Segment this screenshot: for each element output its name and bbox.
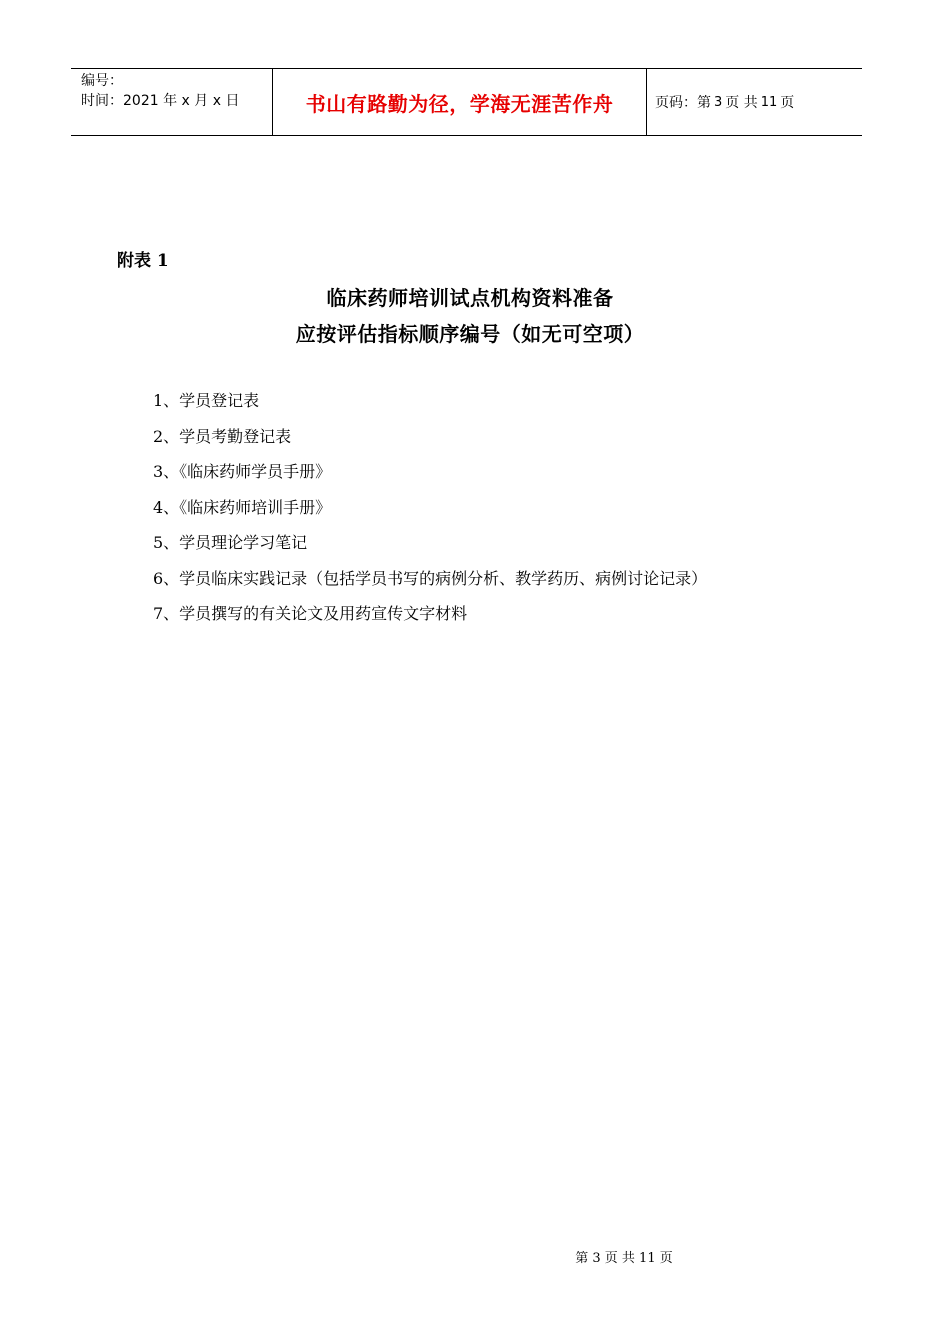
page-prefix: 页码：第 <box>655 95 711 111</box>
time-label: 时间：2021 年 x 月 x 日 <box>81 93 240 109</box>
materials-list <box>153 390 707 639</box>
list-item: 7、学员撰写的有关论文及用药宣传文字材料 <box>153 604 468 623</box>
header-page-cell <box>647 69 862 135</box>
header-table <box>71 68 862 136</box>
header-info-cell <box>71 69 273 135</box>
page-total: 11 <box>760 94 778 110</box>
number-label: 编号： <box>81 73 123 89</box>
list-item: 1、学员登记表 <box>153 391 260 410</box>
page-suffix: 页 <box>780 95 795 111</box>
footer-page-number: 第 3 页 共 11 页 <box>575 1251 673 1266</box>
page-mid: 页 共 <box>725 95 758 111</box>
document-title-line1: 临床药师培训试点机构资料准备 <box>326 286 614 310</box>
appendix-label: 附表 1 <box>117 251 169 271</box>
list-item: 6、学员临床实践记录（包括学员书写的病例分析、教学药历、病例讨论记录） <box>153 568 708 588</box>
list-item: 3、《临床药师学员手册》 <box>153 462 332 481</box>
list-item: 4、《临床药师培训手册》 <box>153 497 332 517</box>
header-motto-cell <box>273 69 647 135</box>
page-current: 3 <box>714 94 723 110</box>
list-item: 5、学员理论学习笔记 <box>153 533 308 552</box>
motto-text: 书山有路勤为径，学海无涯苦作舟 <box>305 91 614 116</box>
list-item: 2、学员考勤登记表 <box>153 426 292 446</box>
document-title-line2: 应按评估指标顺序编号（如无可空项） <box>295 322 645 346</box>
